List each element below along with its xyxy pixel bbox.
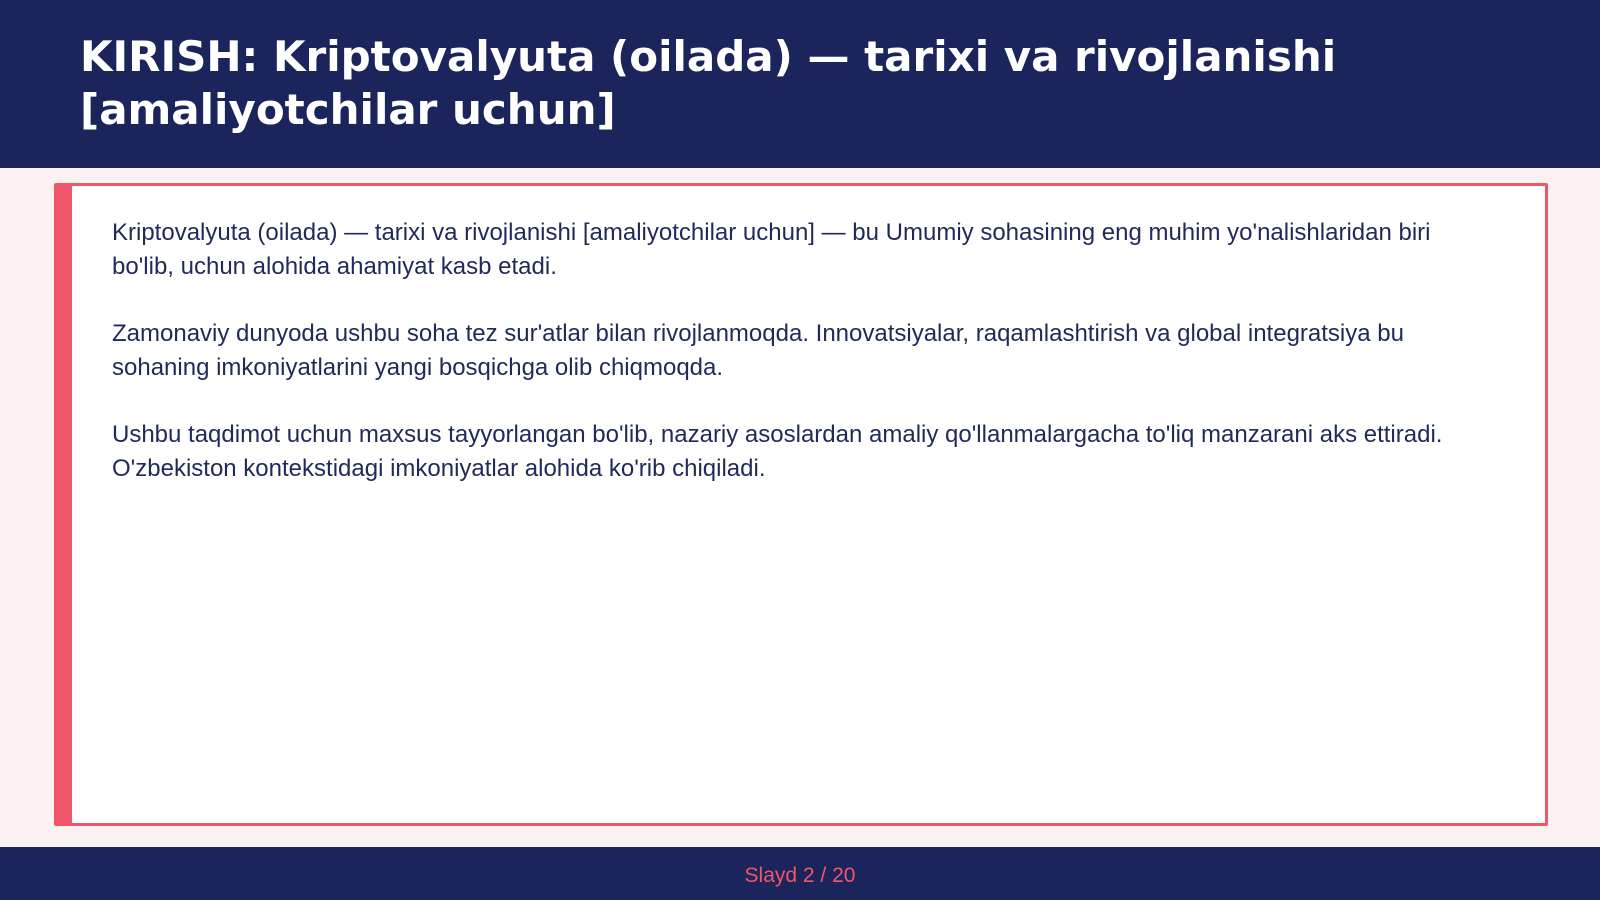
slide-counter: Slayd 2 / 20 (744, 863, 856, 887)
intro-paragraph: Kriptovalyuta (oilada) — tarixi va rivojlanishi [amaliyotchilar uchun] — bu Umumiy sohasining eng muhim yo'nalishlaridan biri bo'lib, uchun alohida ahamiyat kasb etadi. (112, 219, 1431, 280)
slide-title: KIRISH: Kriptovalyuta (oilada) — tarixi va rivojlanishi [amaliyotchilar uchun] (80, 32, 1337, 134)
slide-footer (0, 847, 1600, 900)
slide-header (0, 0, 1600, 168)
modern-world-paragraph: Zamonaviy dunyoda ushbu soha tez sur'atlar bilan rivojlanmoqda. Innovatsiyalar, raqamlashtirish va global integratsiya bu sohaning imkoniyatlarini yangi bosqichga olib chiqmoqda. (112, 320, 1404, 381)
presentation-purpose-paragraph: Ushbu taqdimot uchun maxsus tayyorlangan bo'lib, nazariy asoslardan amaliy qo'llanmalargacha to'liq manzarani aks ettiradi. O'zbekiston kontekstidagi imkoniyatlar alohida ko'rib chiqiladi. (112, 421, 1443, 482)
content-card (54, 183, 1548, 826)
